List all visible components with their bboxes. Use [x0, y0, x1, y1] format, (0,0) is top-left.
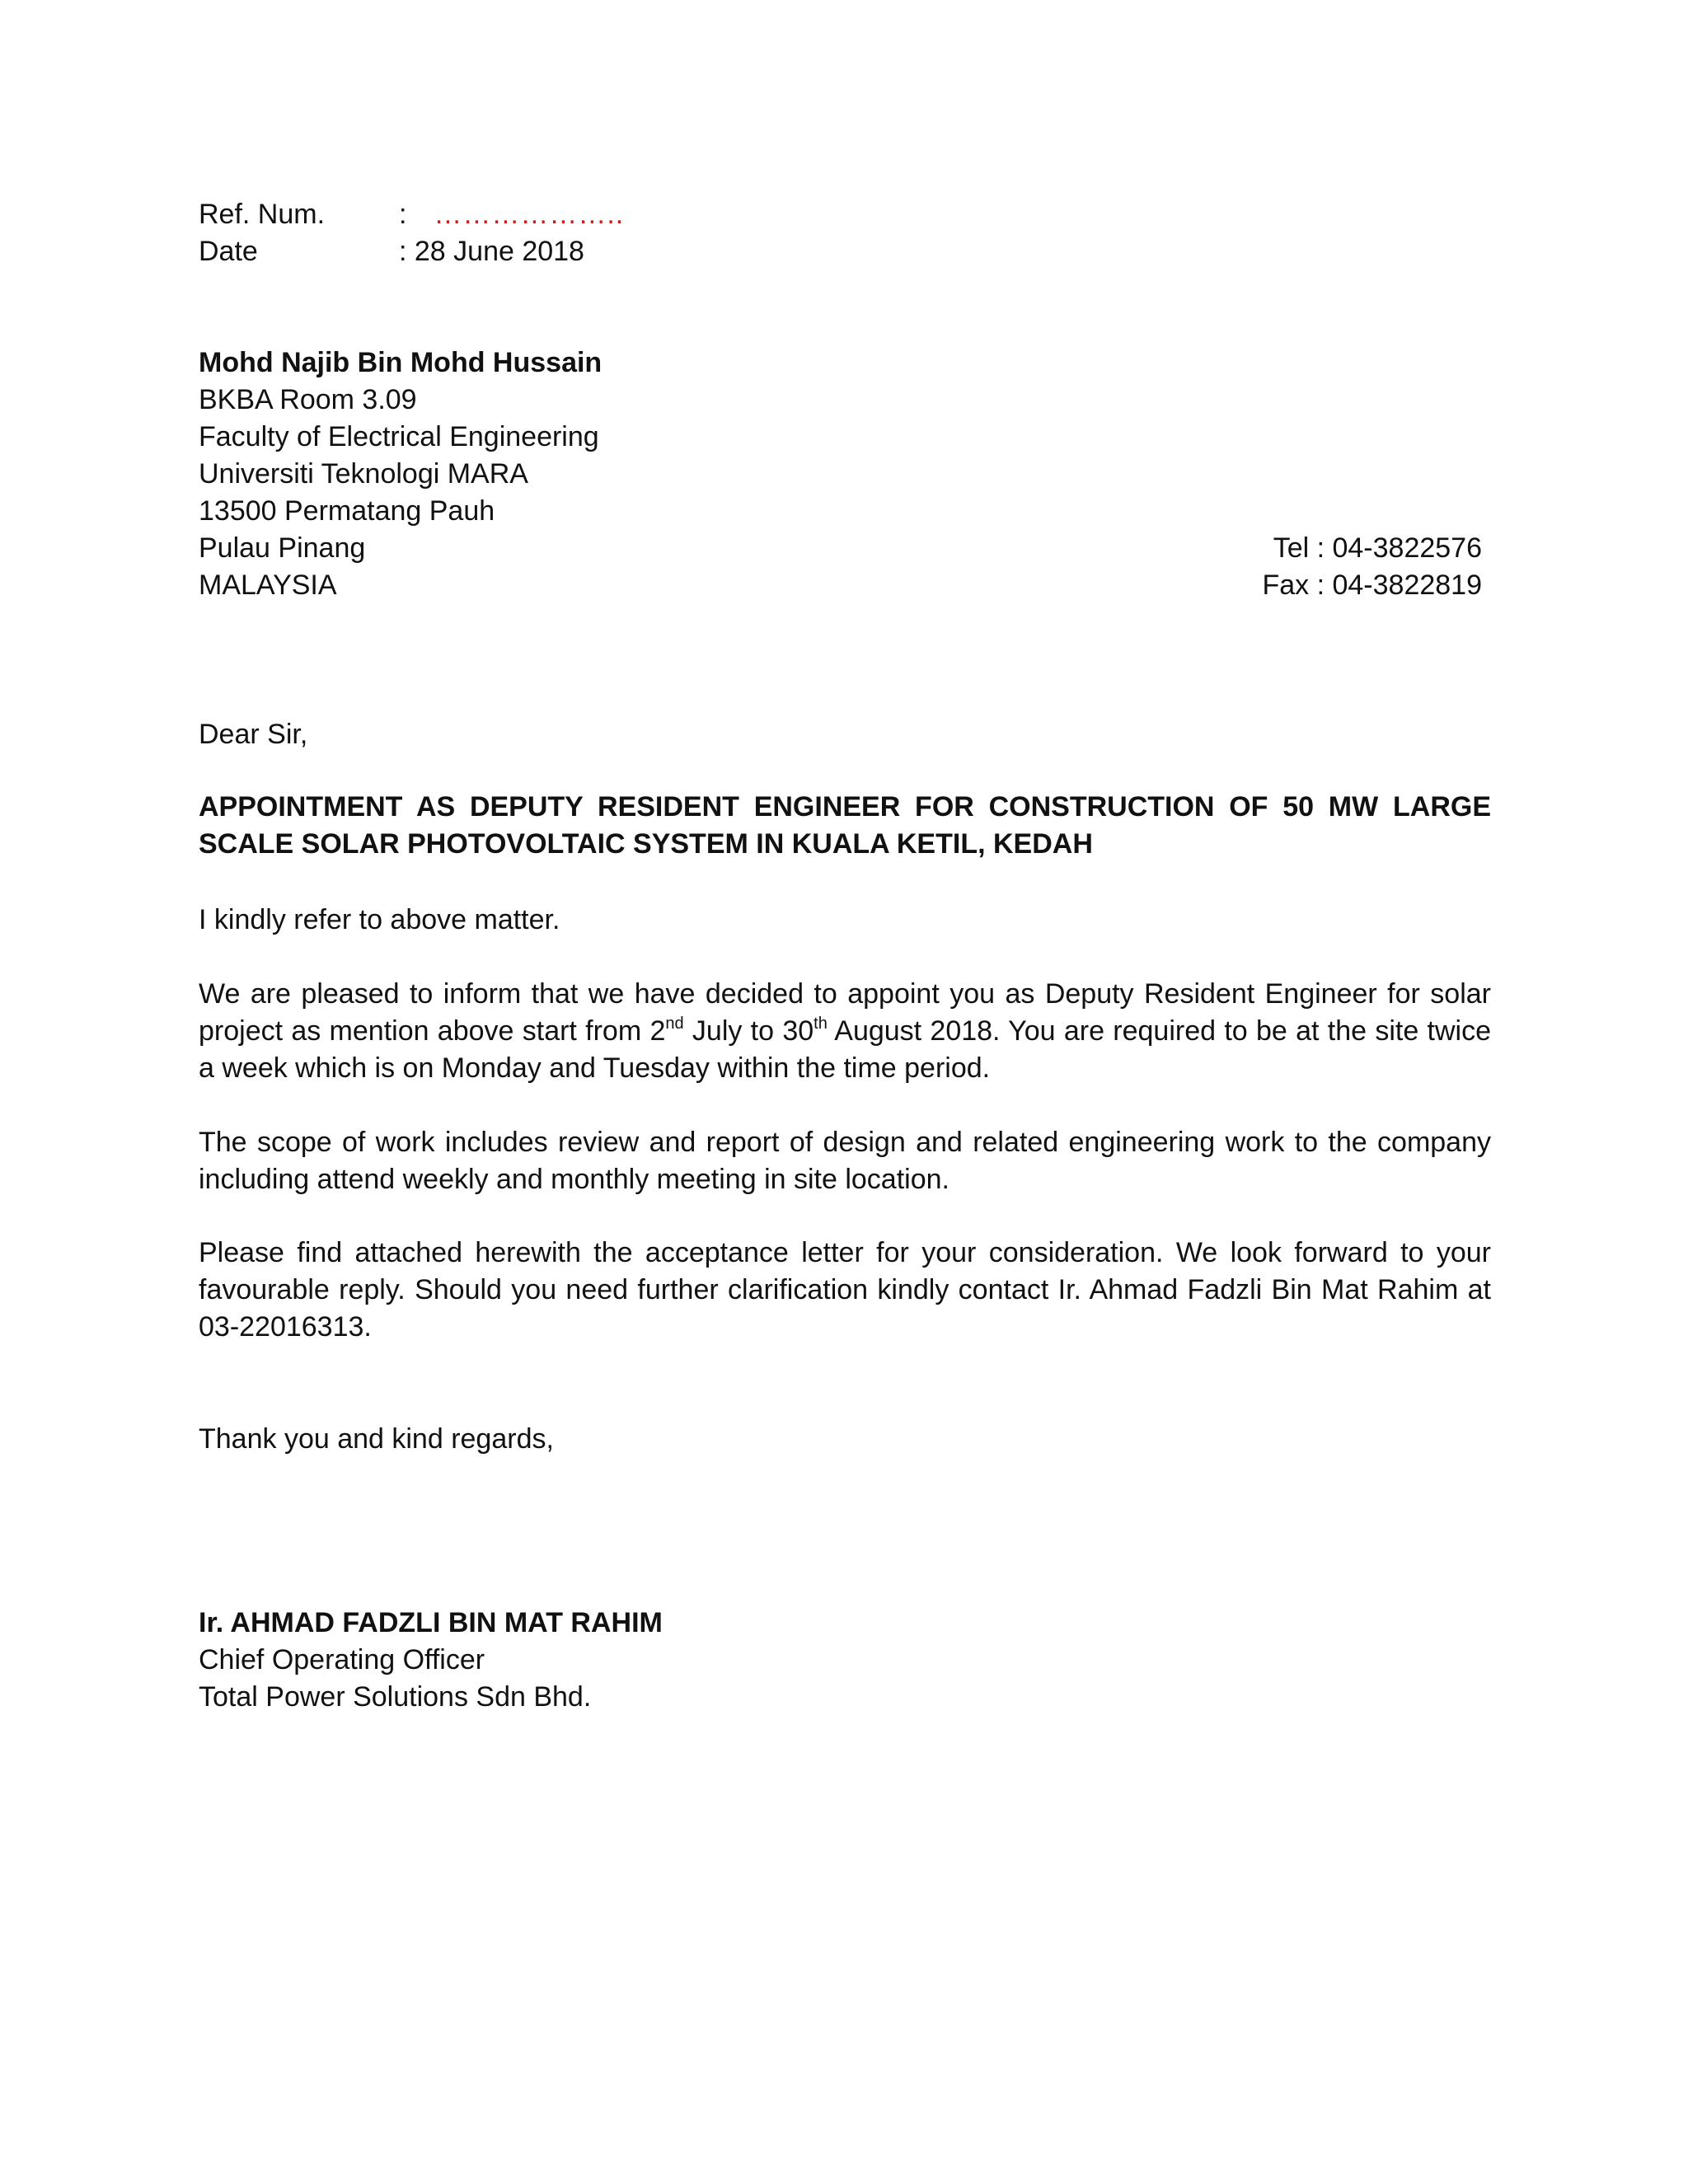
date-label: Date	[199, 236, 258, 267]
ordinal-suffix: nd	[665, 1015, 684, 1033]
recipient-address	[199, 344, 602, 604]
paragraph-scope: The scope of work includes review and report of design and related engineering work to the company including attend weekly and monthly meeting in site location.	[199, 1127, 1491, 1195]
recipient-name: Mohd Najib Bin Mohd Hussain	[199, 347, 603, 378]
signature-block	[199, 1605, 663, 1716]
appointment-text-part: We are pleased to inform that we have decided to appoint you as Deputy Resident Engineer for solar project as mention above start from 2	[199, 978, 1491, 1047]
fax-number: Fax : 04-3822819	[1262, 569, 1482, 601]
recipient-address-line: Faculty of Electrical Engineering	[199, 421, 599, 452]
recipient-address-line: BKBA Room 3.09	[199, 384, 417, 415]
ref-colon: :	[399, 199, 407, 230]
recipient-address-line: MALAYSIA	[199, 569, 337, 601]
paragraph-appointment-block	[199, 976, 1491, 1087]
appointment-text-part: August 2018. You are required to be at the site twice a week which is on Monday and Tuesday within the time period.	[199, 1015, 1491, 1084]
paragraph-appointment	[199, 976, 1491, 1087]
signatory-title: Chief Operating Officer	[199, 1644, 485, 1675]
signatory-company: Total Power Solutions Sdn Bhd.	[199, 1681, 592, 1713]
recipient-address-line: 13500 Permatang Pauh	[199, 495, 495, 527]
ordinal-suffix: th	[814, 1015, 828, 1033]
recipient-address-line: Pulau Pinang	[199, 532, 366, 564]
ref-number-placeholder: ………………..	[434, 199, 625, 230]
ref-value-row	[399, 196, 624, 233]
appointment-text-part: July to 30	[683, 1015, 814, 1047]
contact-block	[1262, 530, 1482, 604]
paragraph-attached: Please find attached herewith the acceptance letter for your consideration. We look forward to your favourable reply. Should you need further clarification kindly contact Ir. Ahmad Fadzli Bin Mat Rahim at 03-22016313.	[199, 1237, 1491, 1343]
paragraph-scope-block	[199, 1124, 1491, 1198]
paragraph-refer: I kindly refer to above matter.	[199, 904, 560, 935]
date-value: : 28 June 2018	[399, 236, 584, 267]
tel-number: Tel : 04-3822576	[1273, 532, 1482, 564]
paragraph-refer-block	[199, 902, 1491, 939]
closing: Thank you and kind regards,	[199, 1423, 554, 1455]
letter-subject: APPOINTMENT AS DEPUTY RESIDENT ENGINEER FOR CONSTRUCTION OF 50 MW LARGE SCALE SOLAR PHOTOVOLTAIC SYSTEM IN KUALA KETIL, KEDAH	[199, 791, 1491, 860]
recipient-address-line: Universiti Teknologi MARA	[199, 458, 528, 490]
paragraph-attached-block	[199, 1235, 1491, 1346]
ref-label: Ref. Num.	[199, 199, 326, 230]
salutation: Dear Sir,	[199, 719, 308, 750]
subject-block	[199, 789, 1491, 863]
signatory-name: Ir. AHMAD FADZLI BIN MAT RAHIM	[199, 1607, 663, 1638]
